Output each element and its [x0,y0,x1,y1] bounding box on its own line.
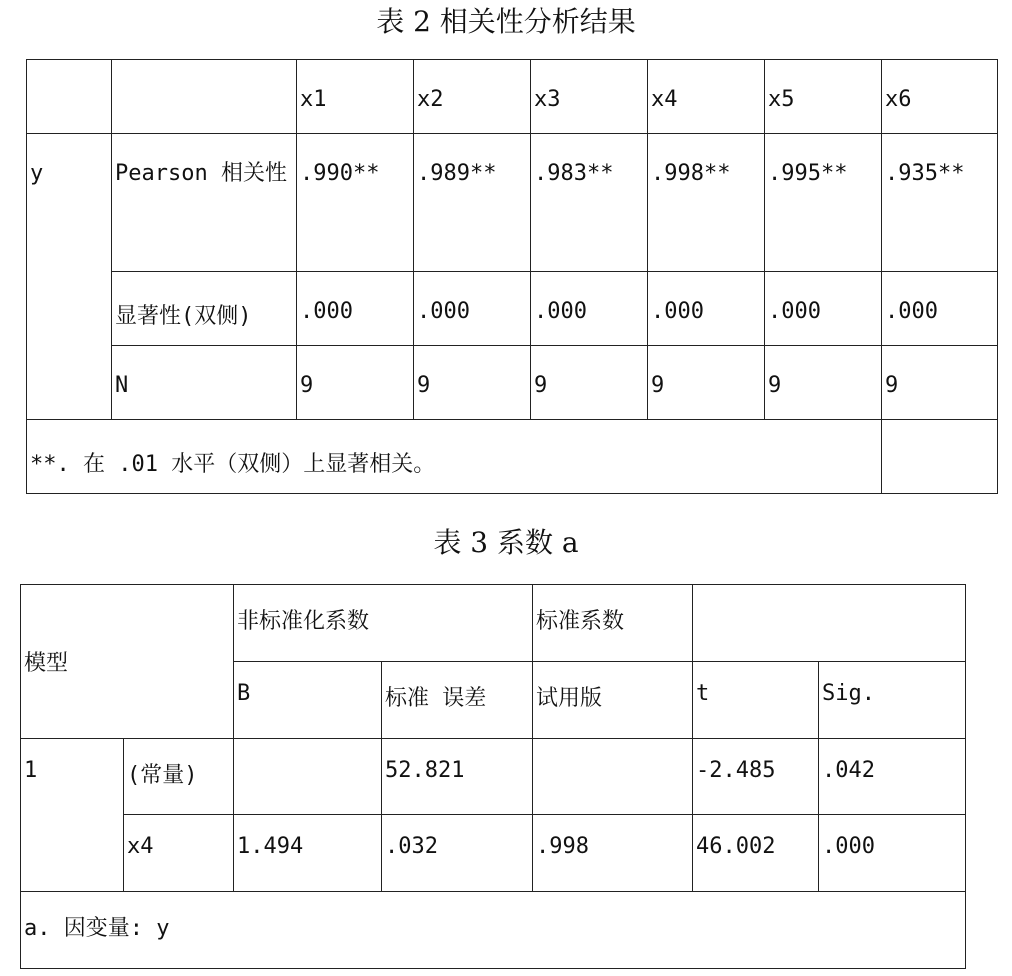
b-value: 1.494 [234,815,382,892]
pearson-label: Pearson 相关性 [115,161,287,186]
unstandardized-header: 非标准化系数 [234,585,533,662]
header-blank-cell [112,60,297,134]
model-header: 模型 [21,585,234,739]
significance-row [27,272,998,346]
pearson-value: .935** [882,134,998,272]
correlation-table [26,59,998,494]
sig-value: .000 [765,272,882,346]
table-footnote: **. 在 .01 水平（双侧）上显著相关。 [27,420,882,494]
column-header: x1 [297,60,414,134]
beta-value [533,739,693,815]
column-header: x3 [531,60,648,134]
pearson-value: .998** [648,134,765,272]
sig-value: .000 [819,815,966,892]
sig-value: .000 [297,272,414,346]
table-row [21,815,966,892]
column-header: x4 [648,60,765,134]
row-label: 显著性(双侧) [112,272,297,346]
beta-header: 试用版 [533,662,693,739]
t-header: t [693,662,819,739]
header-blank-cell [693,585,966,662]
table2-caption: 表 2 相关性分析结果 [376,5,636,38]
sig-value: .000 [414,272,531,346]
row-label [112,134,297,272]
pearson-row [27,134,998,272]
footnote-row [27,420,998,494]
sig-value: .000 [648,272,765,346]
predictor-name: x4 [124,815,234,892]
table-footnote: a. 因变量: y [21,892,966,969]
b-header: B [234,662,382,739]
header-blank-cell [27,60,112,134]
n-value: 9 [765,346,882,420]
sig-value: .042 [819,739,966,815]
standardized-header: 标准系数 [533,585,693,662]
column-header: x6 [882,60,998,134]
n-value: 9 [648,346,765,420]
std-error-value: 52.821 [382,739,533,815]
column-header: x5 [765,60,882,134]
table3-caption: 表 3 系数 a [433,526,579,559]
n-value: 9 [531,346,648,420]
table-header-row [21,585,966,662]
row-label: N [112,346,297,420]
table-header-row [27,60,998,134]
footnote-row [21,892,966,969]
b-value [234,739,382,815]
n-value: 9 [414,346,531,420]
std-error-value: .032 [382,815,533,892]
pearson-value: .989** [414,134,531,272]
n-value: 9 [297,346,414,420]
n-value: 9 [882,346,998,420]
pearson-value: .990** [297,134,414,272]
n-row [27,346,998,420]
coefficients-table [20,584,966,969]
row-variable: y [27,134,112,420]
t-value: -2.485 [693,739,819,815]
column-header: x2 [414,60,531,134]
beta-value: .998 [533,815,693,892]
footnote-blank-cell [882,420,998,494]
predictor-name: (常量) [124,739,234,815]
sig-header: Sig. [819,662,966,739]
sig-value: .000 [531,272,648,346]
t-value: 46.002 [693,815,819,892]
model-number: 1 [21,739,124,892]
table-row [21,739,966,815]
pearson-value: .995** [765,134,882,272]
std-error-header: 标准 误差 [382,662,533,739]
pearson-value: .983** [531,134,648,272]
sig-value: .000 [882,272,998,346]
